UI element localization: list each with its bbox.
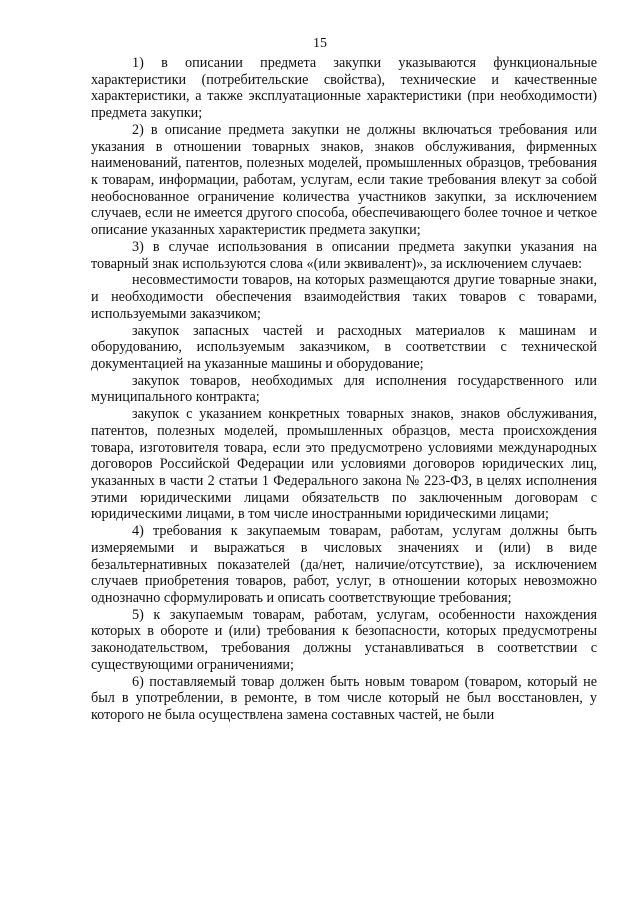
- paragraph-item-5: 5) к закупаемым товарам, работам, услугам, особенности нахождения которых в обороте и (или) требования к безопасности, которых предусмотрены законодательством, требования должны устанавливаться в соответствии с существующими ограничениями;: [91, 606, 597, 673]
- document-body: [91, 55, 597, 724]
- paragraph-spare-parts: закупок запасных частей и расходных материалов к машинам и оборудованию, используемым заказчиком, в соответствии с технической документацией на указанные машины и оборудование;: [91, 322, 597, 372]
- paragraph-trademarks: закупок с указанием конкретных товарных знаков, знаков обслуживания, патентов, полезных моделей, промышленных образцов, места происхождения товара, изготовителя товара, если это предусмотрено условиями международных договоров Российской Федерации или условиями договоров юридических лиц, указанных в части 2 статьи 1 Федерального закона № 223-ФЗ, в целях исполнения этими юридическими лицами обязательств по заключенным договорам с юридическими лицами, в том числе иностранными юридическими лицами;: [91, 406, 597, 523]
- page-number: 15: [313, 36, 327, 51]
- paragraph-item-1: 1) в описании предмета закупки указываются функциональные характеристики (потребительские свойства), технические и качественные характеристики, а также эксплуатационные характеристики (при необходимости) предмета закупки;: [91, 55, 597, 122]
- paragraph-item-3: 3) в случае использования в описании предмета закупки указания на товарный знак используются слова «(или эквивалент)», за исключением случаев:: [91, 238, 597, 272]
- paragraph-item-6: 6) поставляемый товар должен быть новым товаром (товаром, который не был в употреблении, в ремонте, в том числе который не был восстановлен, у которого не была осуществлена замена составных частей, не были: [91, 673, 597, 724]
- paragraph-contract-goods: закупок товаров, необходимых для исполнения государственного или муниципального контракта;: [91, 372, 597, 406]
- paragraph-item-2: 2) в описание предмета закупки не должны включаться требования или указания в отношении товарных знаков, знаков обслуживания, фирменных наименований, патентов, полезных моделей, промышленных образцов, требования к товарам, информации, работам, услугам, если такие требования влекут за собой необоснованное ограничение количества участников закупки, за исключением случаев, если не имеется другого способа, обеспечивающего более точное и четкое описание указанных характеристик предмета закупки;: [91, 121, 597, 239]
- paragraph-item-4: 4) требования к закупаемым товарам, работам, услугам должны быть измеряемыми и выражаться в числовых значениях и (или) в виде безальтернативных показателей (да/нет, наличие/отсутствие), за исключением случаев приобретения товаров, работ, услуг, в отношении которых невозможно однозначно сформулировать и описать соответствующие требования;: [91, 523, 597, 606]
- paragraph-incompatibility: несовместимости товаров, на которых размещаются другие товарные знаки, и необходимости обеспечения взаимодействия таких товаров с товарами, используемыми заказчиком;: [91, 272, 597, 322]
